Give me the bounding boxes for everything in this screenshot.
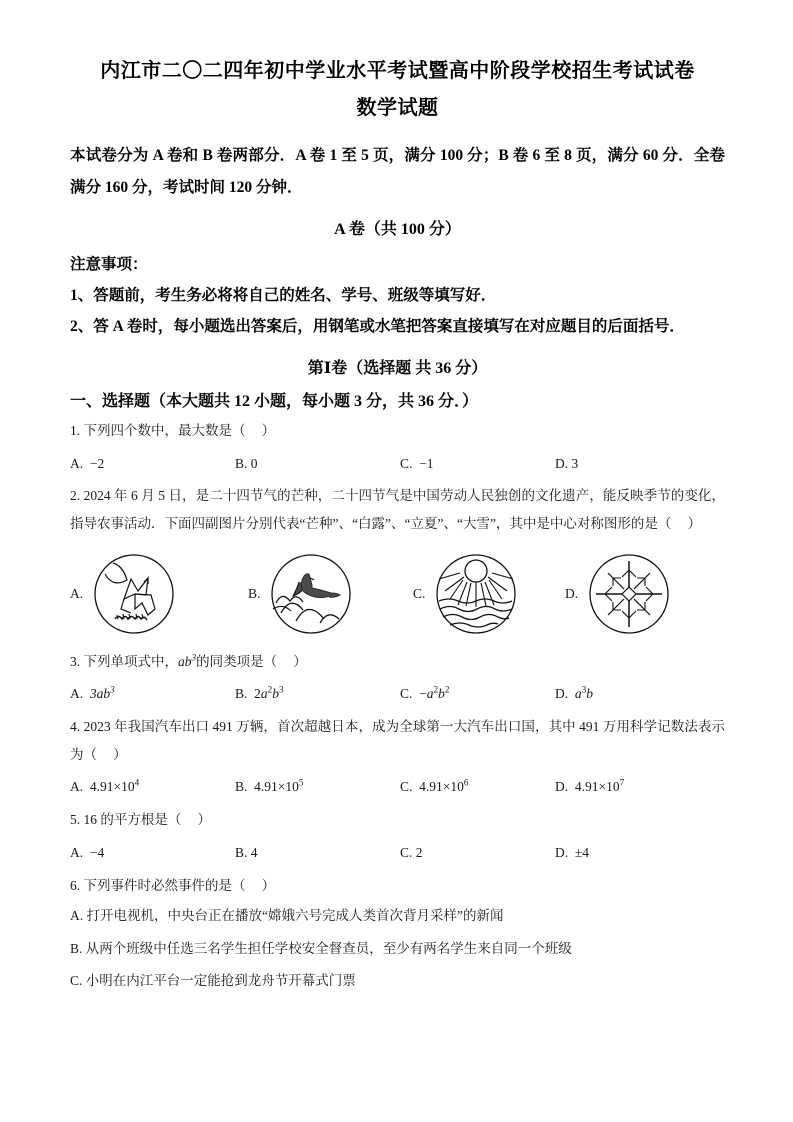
option-text: $4.91\times 10^4$	[89, 777, 140, 795]
bailu-circle-icon	[268, 551, 354, 637]
notice-item-2: 2、答 A 卷时，每小题选出答案后，用钢笔或水笔把答案直接填写在对应题目的后面括号．	[70, 318, 685, 336]
question-2-stem	[70, 482, 725, 537]
question-3-option-c[interactable]	[400, 679, 555, 709]
question-3-expression: $ab^3$	[178, 652, 197, 669]
volume-a-heading: A 卷（共 100 分）	[334, 220, 461, 238]
option-label: A.	[70, 908, 84, 924]
option-text: −2	[89, 455, 105, 471]
option-label: D.	[555, 686, 569, 702]
question-3-options	[70, 679, 725, 709]
question-4-option-d[interactable]	[555, 772, 725, 802]
option-text: $a^3b$	[574, 684, 593, 702]
option-text: 2	[415, 844, 423, 860]
option-label: D.	[555, 844, 569, 860]
question-1-text: 下列四个数中，最大数是（	[83, 423, 246, 439]
question-5-options	[70, 838, 725, 868]
question-1-number: 1.	[70, 423, 81, 439]
question-4-option-b[interactable]	[235, 772, 400, 802]
page-subtitle: 数学试题	[356, 97, 439, 119]
option-text: $-a^2b^2$	[419, 684, 450, 702]
option-text: 4	[250, 844, 258, 860]
question-6-text: 下列事件时必然事件的是（	[83, 877, 246, 893]
question-5-text: 16 的平方根是（	[83, 812, 182, 828]
option-text: $4.91\times 10^7$	[574, 777, 625, 795]
question-4-number: 4.	[70, 719, 81, 735]
question-3-number: 3.	[70, 653, 81, 669]
question-5-stem	[70, 806, 725, 834]
question-6-stem	[70, 872, 725, 900]
question-6-option-a[interactable]	[70, 901, 725, 931]
question-1-stem	[70, 417, 725, 445]
question-3-text-post: 的同类项是（	[196, 653, 278, 669]
option-text: 3	[571, 455, 579, 471]
question-1-options	[70, 449, 725, 479]
question-4-paren-close: ）	[113, 746, 127, 762]
option-text: $4.91\times 10^6$	[419, 777, 469, 795]
part-one-heading: 第Ⅰ卷（选择题 共 36 分）	[307, 360, 488, 378]
question-5-number: 5.	[70, 812, 81, 828]
option-label: D.	[555, 779, 569, 795]
option-text: $4.91\times 10^5$	[254, 777, 304, 795]
question-1-paren-close: ）	[261, 423, 276, 439]
page-title: 内江市二〇二四年初中学业水平考试暨高中阶段学校招生考试试卷	[100, 60, 695, 82]
option-label: A.	[70, 585, 84, 601]
question-2-option-a[interactable]	[70, 551, 248, 637]
question-2-option-c[interactable]	[413, 551, 565, 637]
option-label: C.	[400, 686, 413, 702]
question-4-text: 2023 年我国汽车出口 491 万辆，首次超越日本，成为全球第一大汽车出口国，其中 491 万用科学记数法表示为（	[70, 719, 726, 762]
question-3-paren-close: ）	[293, 653, 307, 669]
question-5-option-d[interactable]	[555, 838, 725, 868]
question-4-options	[70, 772, 725, 802]
option-label: A.	[70, 844, 84, 860]
option-label: D.	[555, 455, 569, 471]
mangzhong-circle-icon	[91, 551, 177, 637]
question-3-text-pre: 下列单项式中，	[83, 653, 178, 669]
question-3-option-d[interactable]	[555, 679, 725, 709]
option-label: B.	[235, 844, 248, 860]
question-1-option-c[interactable]	[400, 449, 555, 479]
notice-item-1: 1、答题前，考生务必将将自己的姓名、学号、班级等填写好．	[70, 286, 497, 304]
option-label: D.	[565, 585, 579, 601]
option-label: A.	[70, 686, 84, 702]
option-text: $2a^2b^3$	[254, 684, 284, 702]
option-label: B.	[235, 455, 248, 471]
question-2-option-d[interactable]	[565, 551, 725, 637]
question-3-option-a[interactable]	[70, 679, 235, 709]
question-4-stem	[70, 713, 725, 768]
question-6-option-b[interactable]	[70, 934, 725, 964]
question-1-option-d[interactable]	[555, 449, 725, 479]
option-text: 小明在内江平台一定能抢到龙舟节开幕式门票	[85, 972, 356, 988]
question-2-option-b[interactable]	[248, 551, 413, 637]
question-2-options	[70, 544, 725, 644]
notice-heading: 注意事项：	[70, 255, 148, 273]
option-label: C.	[413, 585, 426, 601]
option-label: C.	[70, 972, 83, 988]
question-5-option-b[interactable]	[235, 838, 400, 868]
question-1-option-a[interactable]	[70, 449, 235, 479]
lead-paragraph: 本试卷分为 A 卷和 B 卷两部分．A 卷 1 至 5 页，满分 100 分；B 卷 6 至 8 页，满分 60 分．全卷满分 160 分，考试时间 120 分钟．	[70, 147, 725, 196]
option-label: A.	[70, 779, 84, 795]
daxue-snowflake-circle-icon	[586, 551, 672, 637]
lixia-circle-icon	[433, 551, 519, 637]
option-text: −1	[419, 455, 434, 471]
option-text: 打开电视机，中央台正在播放“嫦娥六号完成人类首次背月采样”的新闻	[86, 908, 504, 924]
page-content	[70, 58, 725, 998]
option-text: 0	[250, 455, 258, 471]
option-label: B.	[248, 585, 261, 601]
question-4-option-c[interactable]	[400, 772, 555, 802]
question-3-stem	[70, 648, 725, 676]
question-2-paren-close: ）	[687, 516, 702, 532]
question-5-option-a[interactable]	[70, 838, 235, 868]
option-label: C.	[400, 779, 413, 795]
section-heading: 一、选择题（本大题共 12 小题，每小题 3 分，共 36 分．）	[70, 393, 479, 411]
question-5-paren-close: ）	[197, 812, 211, 828]
question-2-number: 2.	[70, 488, 81, 504]
question-2-text: 2024 年 6 月 5 日，是二十四节气的芒种，二十四节气是中国劳动人民独创的文化遗产，能反映季节的变化，指导农事活动．下面四副图片分别代表“芒种”、“白露”、“立夏”、“大雪”，其中是中心对称图形的是（	[70, 488, 726, 532]
option-text: $3ab^3$	[89, 684, 115, 702]
question-4-option-a[interactable]	[70, 772, 235, 802]
option-label: B.	[235, 686, 248, 702]
option-text: −4	[89, 844, 105, 860]
option-text: 从两个班级中任选三名学生担任学校安全督查员，至少有两名学生来自同一个班级	[85, 940, 572, 956]
question-6-number: 6.	[70, 877, 81, 893]
option-label: A.	[70, 455, 84, 471]
option-label: B.	[235, 779, 248, 795]
option-text: ±4	[574, 844, 590, 860]
question-1-option-b[interactable]	[235, 449, 400, 479]
question-6-paren-close: ）	[261, 877, 276, 893]
option-label: B.	[70, 940, 83, 956]
question-6-option-c[interactable]	[70, 966, 725, 996]
question-3-option-b[interactable]	[235, 679, 400, 709]
option-label: C.	[400, 844, 413, 860]
option-label: C.	[400, 455, 413, 471]
question-5-option-c[interactable]	[400, 838, 555, 868]
